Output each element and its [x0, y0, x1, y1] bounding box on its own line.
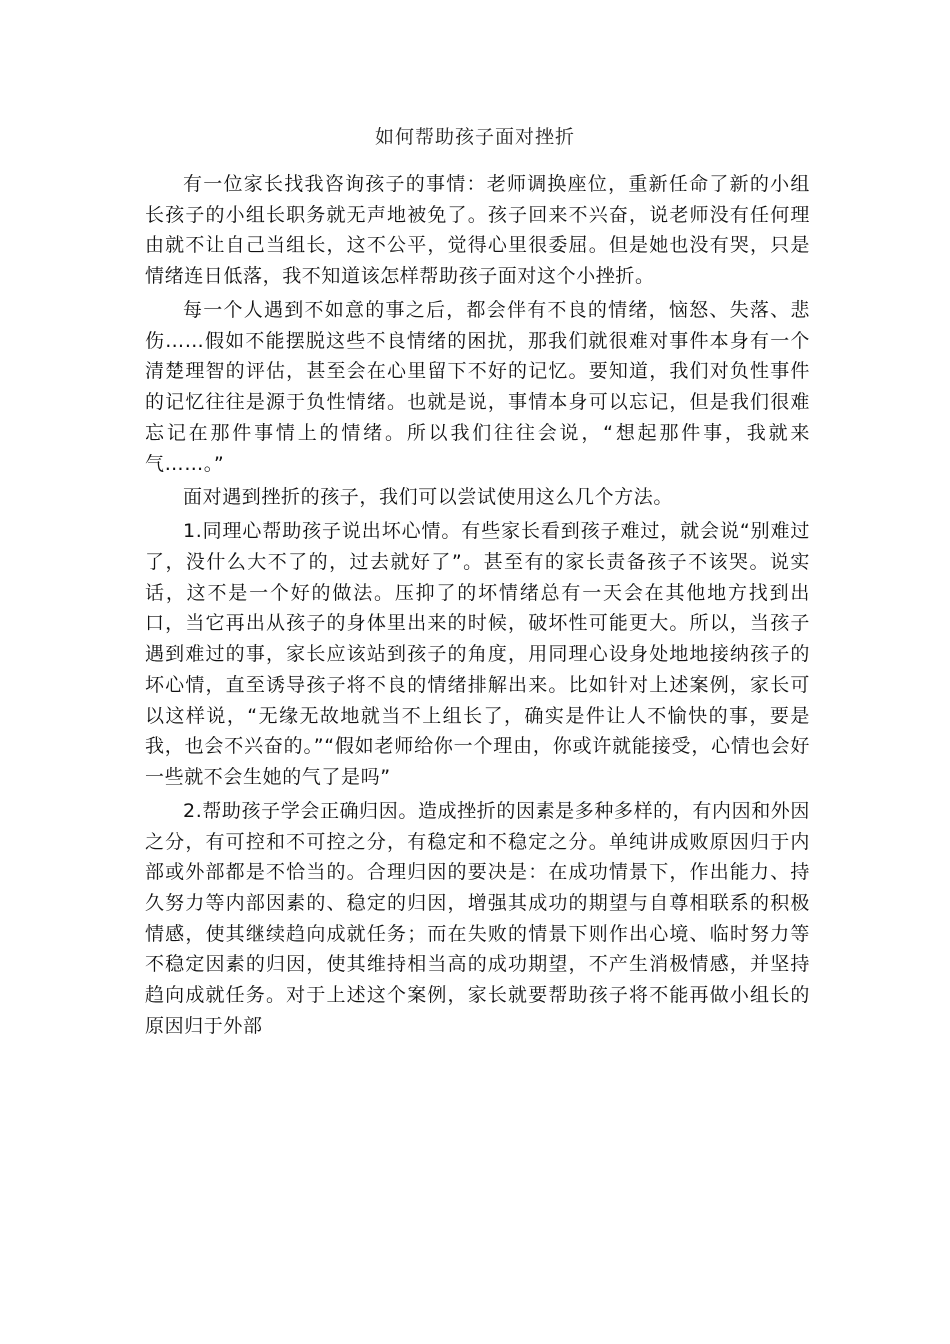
paragraph-method-empathy: 1.同理心帮助孩子说出坏心情。有些家长看到孩子难过，就会说“别难过了，没什么大不了的，过去就好了”。甚至有的家长责备孩子不该哭。说实话，这不是一个好的做法。压抑了的坏情绪总有一天会在其他地方找到出口，当它再出从孩子的身体里出来的时候，破坏性可能更大。所以，当孩子遇到难过的事，家长应该站到孩子的角度，用同理心设身处地地接纳孩子的坏心情，直至诱导孩子将不良的情绪排解出来。比如针对上述案例，家长可以这样说，“无缘无故地就当不上组长了，确实是件让人不愉快的事，要是我，也会不兴奋的。”“假如老师给你一个理由，你或许就能接受，心情也会好一些就不会生她的气了是吗” [145, 520, 810, 788]
paragraph-methods-intro: 面对遇到挫折的孩子，我们可以尝试使用这么几个方法。 [183, 486, 674, 509]
document-title: 如何帮助孩子面对挫折 [374, 126, 575, 148]
paragraph-method-attribution: 2.帮助孩子学会正确归因。造成挫折的因素是多种多样的，有内因和外因之分，有可控和不可控之分，有稳定和不稳定之分。单纯讲成败原因归于内部或外部都是不恰当的。合理归因的要决是：在成功情景下，作出能力、持久努力等内部因素的、稳定的归因，增强其成功的期望与自尊相联系的积极情感，使其继续趋向成就任务；而在失败的情景下则作出心境、临时努力等不稳定因素的归因，使其维持相当高的成功期望，不产生消极情感，并坚持趋向成就任务。对于上述这个案例，家长就要帮助孩子将不能再做小组长的原因归于外部 [145, 799, 810, 1037]
paragraph-intro-case: 有一位家长找我咨询孩子的事情：老师调换座位，重新任命了新的小组长孩子的小组长职务就无声地被免了。孩子回来不兴奋，说老师没有任何理由就不让自己当组长，这不公平，觉得心里很委屈。但是她也没有哭，只是情绪连日低落，我不知道该怎样帮助孩子面对这个小挫折。 [145, 173, 810, 288]
paragraph-negative-emotions: 每一个人遇到不如意的事之后，都会伴有不良的情绪，恼怒、失落、悲伤……假如不能摆脱这些不良情绪的困扰，那我们就很难对事件本身有一个清楚理智的评估，甚至会在心里留下不好的记忆。要知道，我们对负性事件的记忆往往是源于负性情绪。也就是说，事情本身可以忘记，但是我们很难忘记在那件事情上的情绪。所以我们往往会说，“想起那件事，我就来气……。” [145, 299, 810, 475]
document-body [145, 169, 810, 1041]
